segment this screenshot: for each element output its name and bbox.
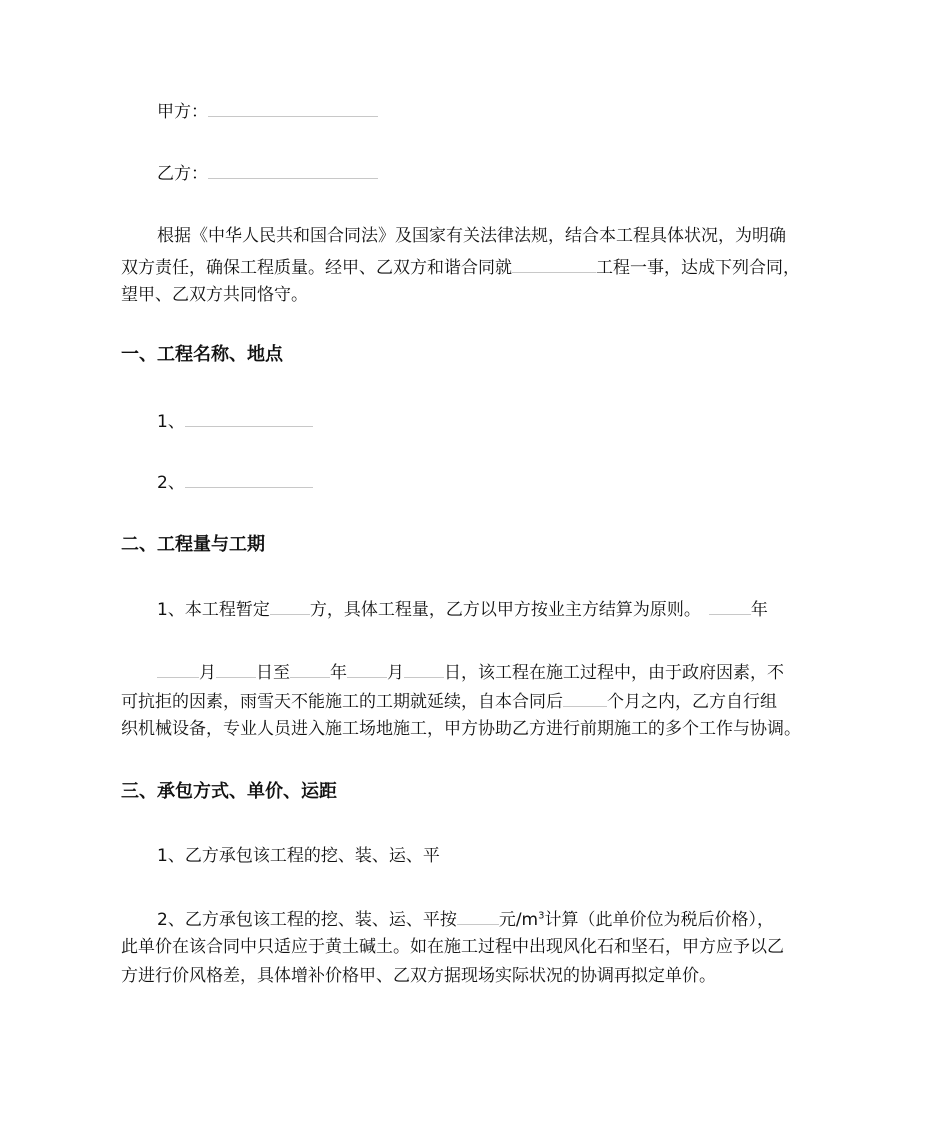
s2-p1-text-c: 年 [750, 600, 768, 620]
section-1-item-1-label: 1、 [157, 412, 185, 432]
party-b-label: 乙方： [157, 164, 208, 184]
preamble-text-2a: 双方责任，确保工程质量。经甲、乙双方和谐合同就 [121, 258, 512, 278]
start-year-blank [709, 598, 751, 615]
project-name-blank [512, 256, 596, 273]
section-2-heading: 二、工程量与工期 [121, 534, 265, 555]
s2-p2-line2-b: 个月之内，乙方自行组 [607, 692, 777, 712]
s3-item-2-line-3: 方进行价风格差，具体增补价格甲、乙双方据现场实际状况的协调再拟定单价。 [121, 966, 716, 986]
unit-price-blank [457, 908, 499, 925]
s2-p1-text-b: 方，具体工程量，乙方以甲方按业主方结算为原则。 [309, 600, 701, 620]
preamble-text-2b: 工程一事，达成下列合同， [596, 258, 800, 278]
s3-unit-label: 元/m [498, 910, 539, 930]
section-3-item-2-line-2 [121, 937, 841, 957]
s3-item-2-text-b: 计算（此单价位为税后价格）， [544, 910, 774, 930]
section-2-para-2-line-3 [121, 719, 841, 739]
start-day-blank [216, 661, 256, 678]
section-3-item-1 [157, 846, 877, 866]
months-blank [563, 690, 607, 707]
party-b-blank [208, 162, 378, 179]
preamble-text-1: 根据《中华人民共和国合同法》及国家有关法律法规，结合本工程具体状况，为明确 [157, 226, 786, 246]
s2-month2-label: 月 [387, 663, 404, 683]
s3-unit-superscript: 3 [538, 910, 545, 922]
s3-item-1-text: 1、乙方承包该工程的挖、装、运、平 [157, 846, 440, 866]
s3-item-2-text-a: 2、乙方承包该工程的挖、装、运、平按 [157, 910, 457, 930]
party-a-line [157, 100, 877, 122]
preamble-line-3 [121, 285, 841, 305]
preamble-line-1 [157, 226, 829, 246]
section-2-para-2-line-2 [121, 690, 841, 712]
s2-month-label: 月 [199, 663, 216, 683]
s2-day-to-label: 日至 [256, 663, 290, 683]
end-day-blank [404, 661, 444, 678]
section-1-item-2 [157, 471, 877, 493]
preamble-line-2 [121, 256, 841, 278]
section-1-item-2-label: 2、 [157, 473, 185, 493]
section-2-para-1 [157, 598, 877, 620]
party-a-blank [208, 100, 378, 117]
s2-p2-line3: 织机械设备，专业人员进入施工场地施工，甲方协助乙方进行前期施工的多个工作与协调。 [121, 719, 801, 739]
section-1-item-2-blank [185, 471, 313, 488]
quantity-blank [270, 598, 310, 615]
section-3-item-2-line-1 [157, 908, 877, 930]
section-2-para-2-line-1 [121, 661, 841, 683]
section-1-heading: 一、工程名称、地点 [121, 344, 283, 365]
section-1-item-1 [157, 410, 877, 432]
end-year-blank [290, 661, 330, 678]
s3-item-2-line-2: 此单价在该合同中只适应于黄土碱土。如在施工过程中出现风化石和坚石，甲方应予以乙 [121, 937, 784, 957]
party-a-label: 甲方： [157, 102, 208, 122]
section-1-item-1-blank [185, 410, 313, 427]
section-3-heading: 三、承包方式、单价、运距 [121, 781, 337, 802]
s2-year-label: 年 [330, 663, 347, 683]
start-month-blank [157, 661, 199, 678]
s2-p2-text-rest: 日，该工程在施工过程中，由于政府因素，不 [444, 663, 784, 683]
section-3-item-2-line-3 [121, 966, 841, 986]
s2-p1-text-a: 1、本工程暂定 [157, 600, 270, 620]
s2-p2-line2-a: 可抗拒的因素，雨雪天不能施工的工期就延续，自本合同后 [121, 692, 563, 712]
preamble-text-3: 望甲、乙双方共同恪守。 [121, 285, 308, 305]
end-month-blank [347, 661, 387, 678]
party-b-line [157, 162, 877, 184]
